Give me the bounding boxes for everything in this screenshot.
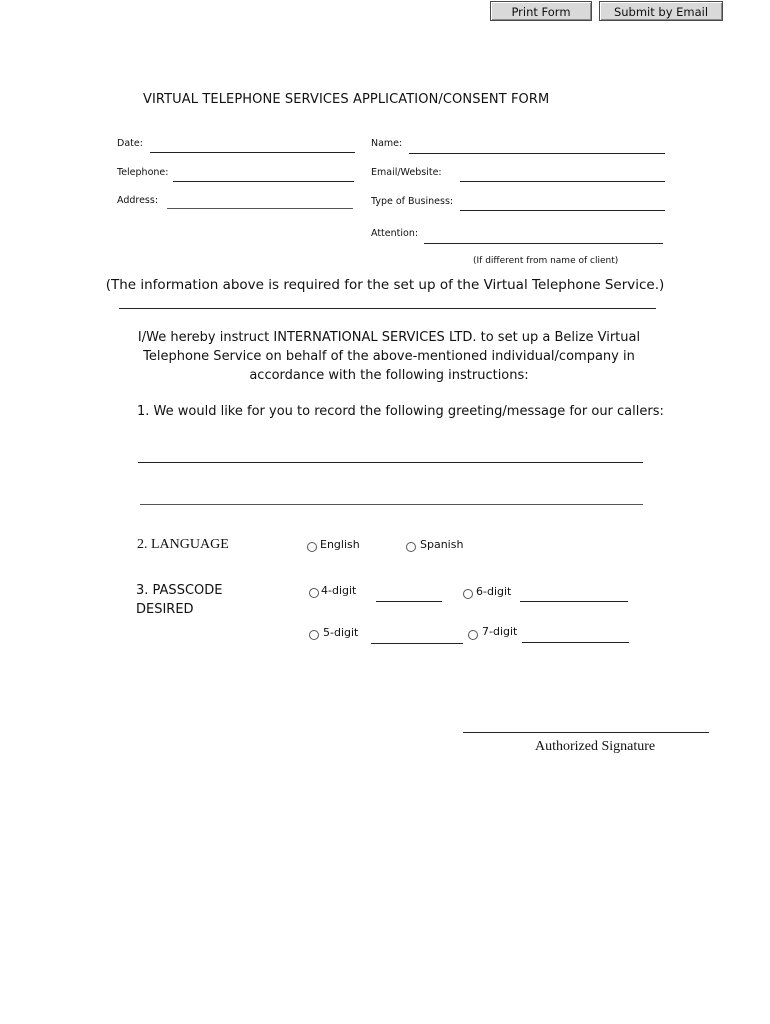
7-digit-radio[interactable] (468, 630, 478, 640)
signature-field[interactable] (463, 718, 709, 732)
signature-line (463, 732, 709, 733)
passcode-label-line-1: 3. PASSCODE (136, 583, 223, 598)
greeting-field-2[interactable] (140, 490, 643, 504)
english-option-label: English (320, 538, 360, 551)
passcode-label-line-2: DESIRED (136, 602, 194, 617)
7-digit-field[interactable] (522, 628, 629, 642)
attention-note: (If different from name of client) (473, 256, 619, 266)
english-radio[interactable] (307, 542, 317, 552)
email-website-field-underline (460, 181, 665, 182)
greeting-field-2-underline (140, 504, 643, 505)
greeting-field-1[interactable] (138, 448, 643, 462)
greeting-field-1-underline (138, 462, 643, 463)
6-digit-field-underline (520, 601, 628, 602)
name-label: Name: (371, 138, 403, 149)
info-note: (The information above is required for the set up of the Virtual Telephone Service.) (105, 277, 665, 293)
type-of-business-field[interactable] (460, 196, 665, 210)
instruction-line-1: I/We hereby instruct INTERNATIONAL SERVICES LTD. to set up a Belize Virtual (137, 330, 641, 345)
telephone-field-underline (173, 181, 354, 182)
instruction-line-2: Telephone Service on behalf of the above-mentioned individual/company in (143, 349, 635, 364)
form-title: VIRTUAL TELEPHONE SERVICES APPLICATION/CONSENT FORM (143, 92, 550, 107)
name-field[interactable] (409, 139, 665, 153)
submit-by-email-button[interactable]: Submit by Email (599, 1, 723, 21)
attention-field-underline (424, 243, 663, 244)
6-digit-option-label: 6-digit (476, 585, 512, 598)
info-divider (119, 308, 656, 309)
address-label: Address: (117, 195, 159, 206)
telephone-label: Telephone: (117, 167, 169, 178)
5-digit-field-underline (371, 643, 463, 644)
email-website-label: Email/Website: (371, 167, 442, 178)
6-digit-radio[interactable] (463, 589, 473, 599)
5-digit-field[interactable] (371, 629, 463, 643)
attention-field[interactable] (424, 229, 663, 243)
language-label: 2. LANGUAGE (137, 537, 229, 552)
authorized-signature-label: Authorized Signature (535, 739, 656, 754)
5-digit-option-label: 5-digit (323, 626, 359, 639)
type-of-business-field-underline (460, 210, 665, 211)
date-field-underline (150, 152, 355, 153)
spanish-option-label: Spanish (420, 538, 464, 551)
7-digit-field-underline (522, 642, 629, 643)
attention-label: Attention: (371, 228, 419, 239)
date-label: Date: (117, 138, 143, 149)
email-website-field[interactable] (460, 167, 665, 181)
instruction-line-3: accordance with the following instructions: (249, 368, 529, 383)
date-field[interactable] (150, 139, 355, 153)
4-digit-radio[interactable] (309, 588, 319, 598)
type-of-business-label: Type of Business: (371, 196, 454, 207)
telephone-field[interactable] (173, 167, 354, 181)
address-field-underline (167, 208, 353, 209)
name-field-underline (409, 153, 665, 154)
4-digit-field-underline (376, 601, 442, 602)
5-digit-radio[interactable] (309, 630, 319, 640)
print-form-button[interactable]: Print Form (490, 1, 592, 21)
6-digit-field[interactable] (520, 587, 628, 601)
spanish-radio[interactable] (406, 542, 416, 552)
7-digit-option-label: 7-digit (482, 625, 518, 638)
4-digit-option-label: 4-digit (321, 584, 357, 597)
address-field[interactable] (167, 195, 353, 209)
4-digit-field[interactable] (376, 587, 442, 601)
greeting-instruction: 1. We would like for you to record the following greeting/message for our callers: (137, 404, 664, 419)
